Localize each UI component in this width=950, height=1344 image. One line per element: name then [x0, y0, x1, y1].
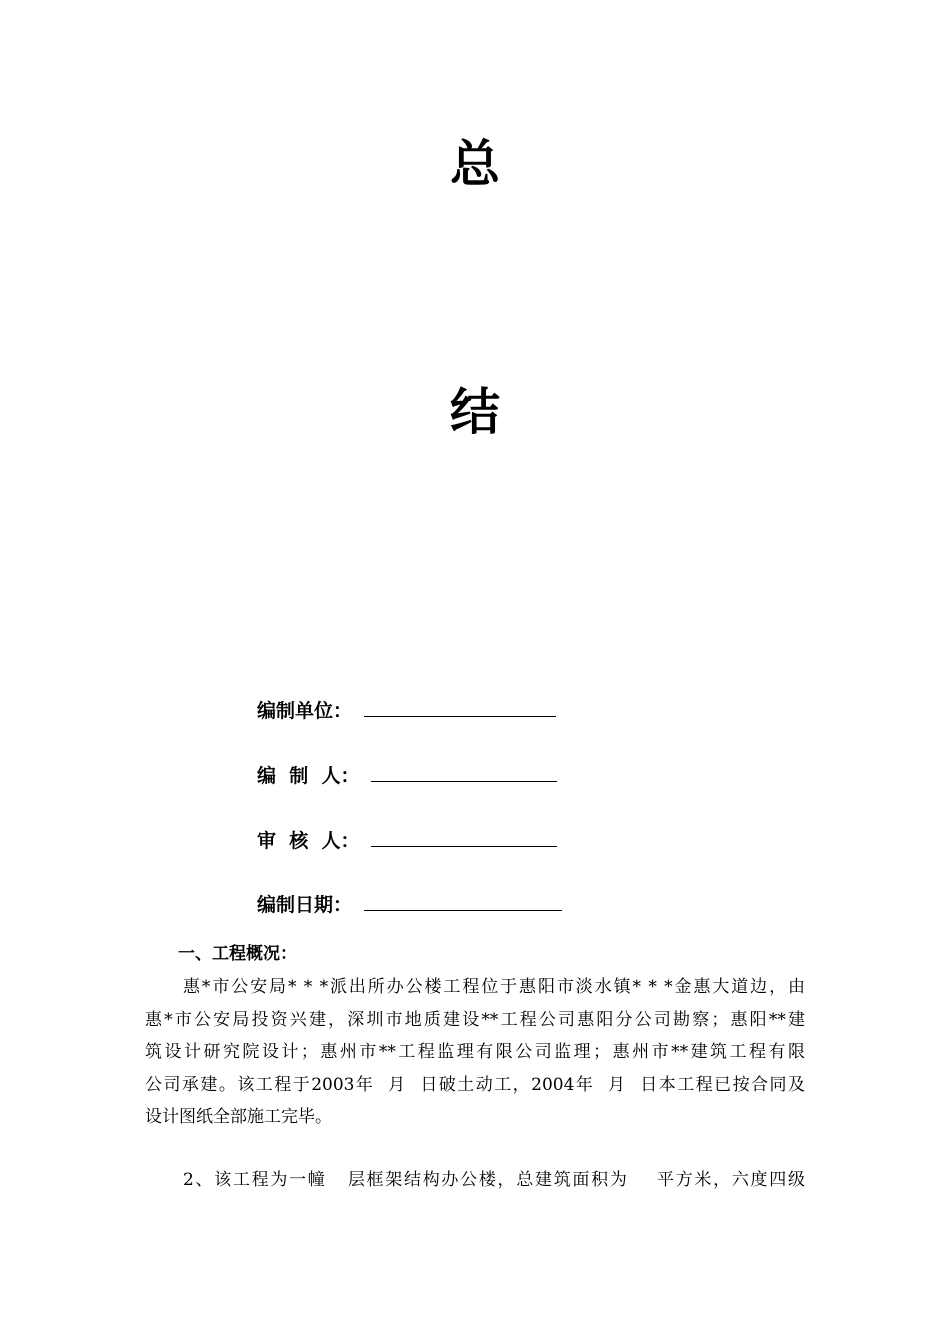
paragraph-line: 惠*市公安局* * *派出所办公楼工程位于惠阳市淡水镇* * *金惠大道边，由: [183, 977, 805, 997]
title-character-2: 结: [450, 382, 500, 441]
form-row-author: [257, 759, 557, 790]
reviewer-blank-line: [371, 824, 557, 847]
paragraph-line: 惠*市公安局投资兴建，深圳市地质建设**工程公司惠阳分公司勘察；惠阳**建: [145, 1009, 805, 1030]
overview-paragraph-1: [145, 971, 805, 1134]
paragraph-line: 筑设计研究院设计；惠州市**工程监理有限公司监理；惠州市**建筑工程有限: [145, 1042, 805, 1062]
author-blank-line: [371, 759, 557, 782]
overview-paragraph-2: [145, 1164, 805, 1197]
author-label: 编 制 人：: [257, 765, 360, 787]
title-character-1: 总: [450, 134, 500, 193]
reviewer-label: 审 核 人：: [257, 830, 360, 852]
paragraph-line: 设计图纸全部施工完毕。: [145, 1107, 332, 1127]
form-row-reviewer: [257, 824, 557, 855]
date-blank-line: [364, 888, 562, 911]
unit-blank-line: [364, 694, 556, 717]
unit-label: 编制单位：: [257, 700, 353, 722]
section-heading-overview: 一、工程概况：: [178, 944, 297, 964]
form-row-unit: [257, 694, 556, 725]
paragraph-line: 公司承建。该工程于2003年 月 日破土动工，2004年 月 日本工程已按合同及: [145, 1074, 805, 1095]
date-label: 编制日期：: [257, 894, 353, 916]
paragraph-line: 2、该工程为一幢 层框架结构办公楼，总建筑面积为 平方米，六度四级: [183, 1170, 805, 1190]
form-row-date: [257, 888, 562, 919]
